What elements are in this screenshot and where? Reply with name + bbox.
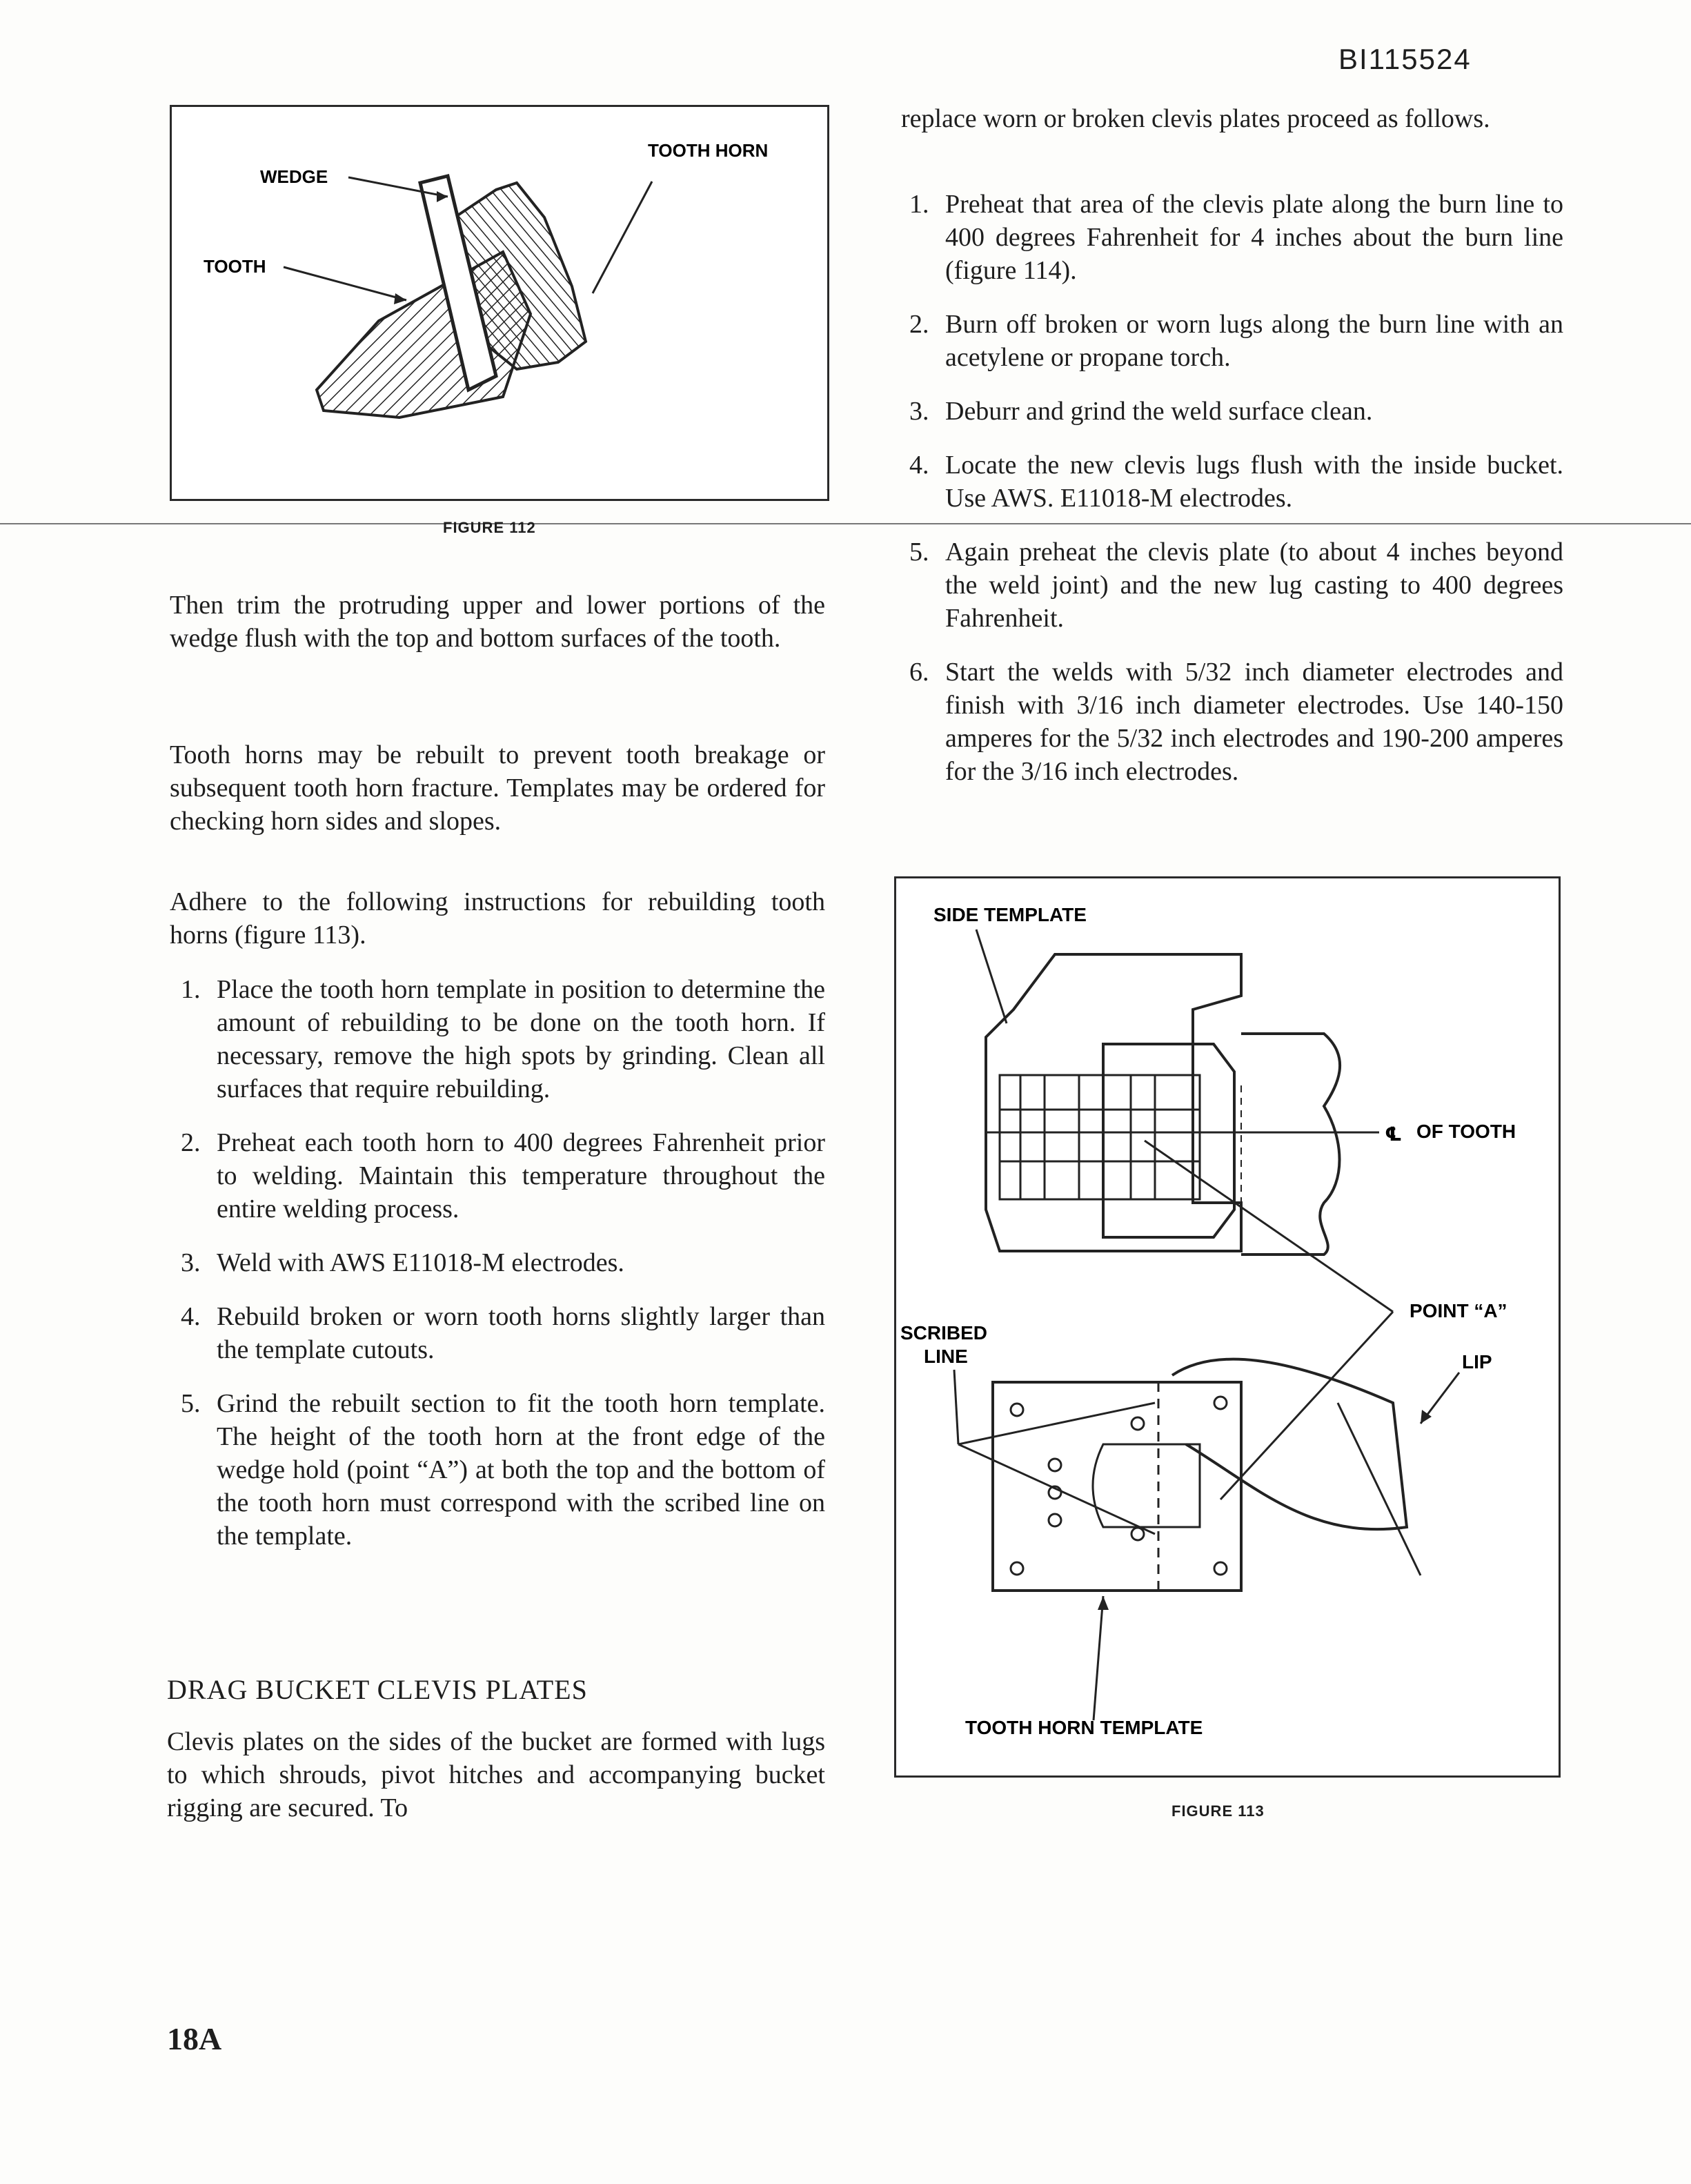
clevis-plate-steps-list [909,188,1563,809]
figure-113-caption: FIGURE 113 [1171,1802,1265,1820]
tooth-profile [1241,1034,1340,1255]
cl-symbol: ℄ [1385,1123,1403,1145]
figure-112-caption: FIGURE 112 [443,519,536,536]
figure-112-drawing [172,107,827,499]
scribed-label-line1: SCRIBED [900,1322,988,1344]
paragraph-replace-clevis: replace worn or broken clevis plates proceed as follows. [901,104,1490,133]
clevis-step: 5. Again preheat the clevis plate (to about 4 inches beyond the weld joint) and the new lug casting to 400 degrees Fahrenheit. [909,538,1563,633]
clevis-step: 3. Deburr and grind the weld surface clean. [909,397,1373,426]
paragraph-tooth-horns: Tooth horns may be rebuilt to prevent tooth breakage or subsequent tooth horn fracture. Templates may be ordered for checking horn sides and slopes. [170,740,825,836]
figure-112 [170,105,829,501]
wedge-label: WEDGE [260,166,328,187]
lip-label: LIP [1462,1351,1492,1373]
paragraph-instructions-intro: Adhere to the following instructions for rebuilding tooth horns (figure 113). [170,887,825,950]
section-heading-clevis-plates: DRAG BUCKET CLEVIS PLATES [167,1674,588,1705]
side-template-outline [986,954,1241,1251]
clevis-step: 6. Start the welds with 5/32 inch diameter electrodes and finish with 3/16 inch diameter electrodes. Use 140-150 amperes for the 5/32 inch electrodes and 190-200 amperes for the 3/16 inch electrodes. [909,658,1563,786]
tooth-horn-step: 3. Weld with AWS E11018-M electrodes. [181,1248,624,1277]
tooth-horn-template-label: TOOTH HORN TEMPLATE [965,1717,1203,1738]
tooth-horn-label: TOOTH HORN [648,140,769,161]
paragraph-clevis-plates: Clevis plates on the sides of the bucket are formed with lugs to which shrouds, pivot hitches and accompanying bucket rigging are secured. To [167,1727,825,1822]
tooth-horn-steps-list [181,973,825,1573]
figure-113 [894,876,1561,1778]
side-template-label: SIDE TEMPLATE [933,904,1087,925]
tooth-horn-step: 2. Preheat each tooth horn to 400 degrees Fahrenheit prior to welding. Maintain this temperature throughout the entire welding process. [181,1128,825,1223]
scribed-label-line2: LINE [924,1346,968,1367]
clevis-step: 4. Locate the new clevis lugs flush with the inside bucket. Use AWS. E11018-M electrodes. [909,451,1563,513]
clevis-step: 1. Preheat that area of the clevis plate along the burn line to 400 degrees Fahrenheit for 4 inches about the burn line (figure 114). [909,190,1563,285]
page-number: 18A [167,2021,222,2056]
tooth-horn-step: 4. Rebuild broken or worn tooth horns slightly larger than the template cutouts. [181,1302,825,1364]
document-id: BI115524 [1338,43,1472,75]
figure-113-drawing [896,878,1559,1775]
tooth-horn-step: 5. Grind the rebuilt section to fit the tooth horn template. The height of the tooth horn at the front edge of the wedge hold (point “A”) at both the top and the bottom of the tooth horn must correspond with the scribed line on the template. [181,1389,825,1551]
clevis-step: 2. Burn off broken or worn lugs along the burn line with an acetylene or propane torch. [909,310,1563,372]
tooth-horn-step: 1. Place the tooth horn template in position to determine the amount of rebuilding to be done on the tooth horn. If necessary, remove the high spots by grinding. Clean all surfaces that require rebuilding. [181,975,825,1103]
tooth-horn-template-plate [993,1382,1241,1591]
tooth-label: TOOTH [204,256,266,277]
paragraph-trim-wedge: Then trim the protruding upper and lower portions of the wedge flush with the top and bottom surfaces of the tooth. [170,591,825,653]
lip-shape [1172,1359,1407,1530]
cl-of-tooth-label: OF TOOTH [1416,1121,1516,1142]
point-a-label: POINT “A” [1410,1300,1507,1321]
